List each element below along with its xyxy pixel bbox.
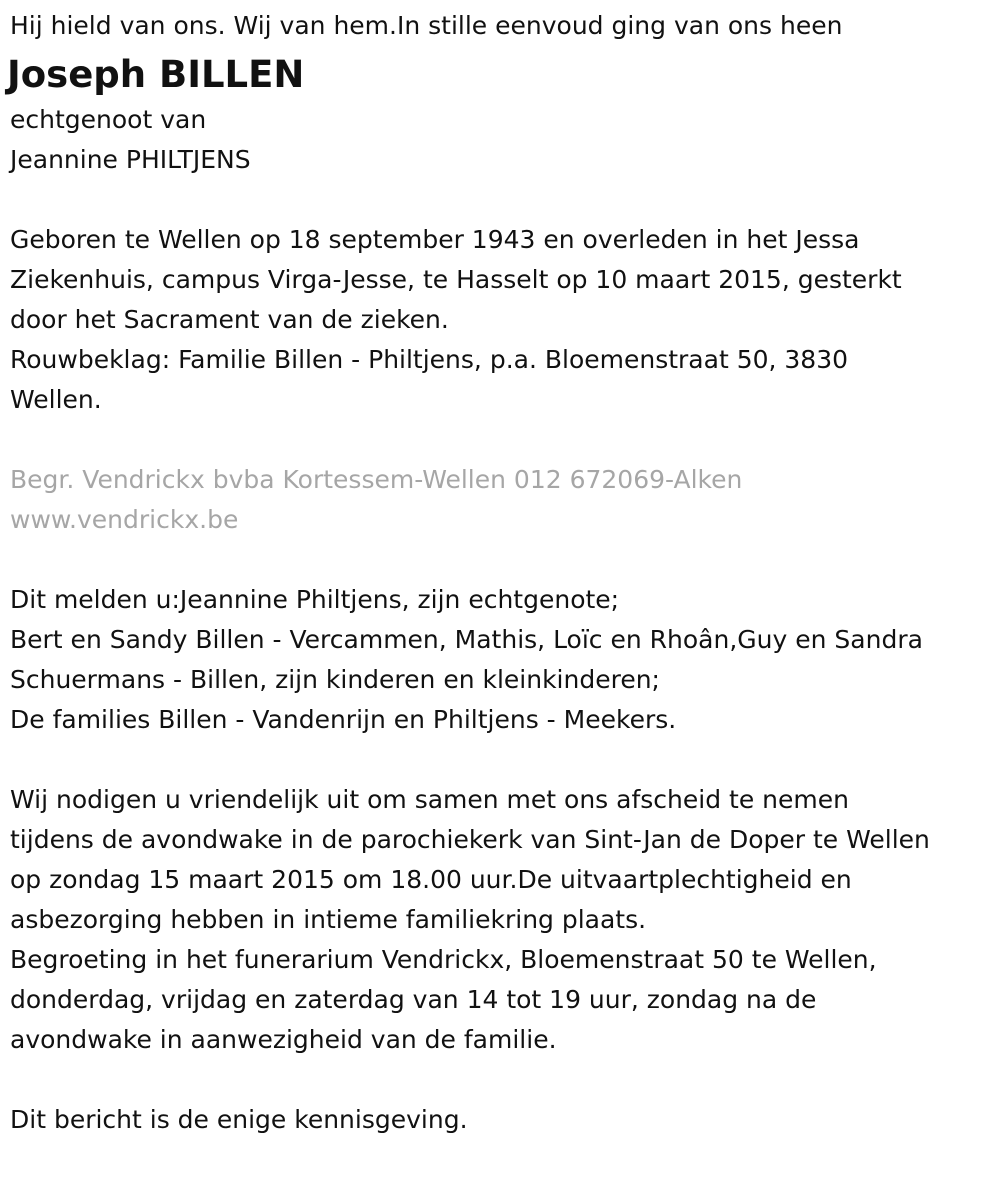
undertaker-website: www.vendrickx.be xyxy=(10,505,239,534)
ceremony-line: asbezorging hebben in intieme familiekring plaats. xyxy=(10,905,647,934)
family-line: Bert en Sandy Billen - Vercammen, Mathis, Loïc en Rhoân,Guy en Sandra xyxy=(10,625,923,654)
birth-death-line: door het Sacrament van de zieken. xyxy=(10,305,449,334)
visitation-line: avondwake in aanwezigheid van de familie. xyxy=(10,1025,557,1054)
birth-death-line: Ziekenhuis, campus Virga-Jesse, te Hasselt op 10 maart 2015, gesterkt xyxy=(10,265,902,294)
condolence-address-line: Rouwbeklag: Familie Billen - Philtjens, p.a. Bloemenstraat 50, 3830 xyxy=(10,345,849,374)
visitation-line: donderdag, vrijdag en zaterdag van 14 tot 19 uur, zondag na de xyxy=(10,985,817,1014)
undertaker-block xyxy=(10,460,990,540)
family-line: De families Billen - Vandenrijn en Philtjens - Meekers. xyxy=(10,705,677,734)
deceased-name: Joseph BILLEN xyxy=(7,53,305,96)
ceremony-line: tijdens de avondwake in de parochiekerk van Sint-Jan de Doper te Wellen xyxy=(10,825,930,854)
spacer xyxy=(10,420,990,460)
condolence-address-line: Wellen. xyxy=(10,385,102,414)
motto: Hij hield van ons. Wij van hem.In stille eenvoud ging van ons heen xyxy=(10,11,843,40)
spacer xyxy=(10,1060,990,1100)
ceremony-block xyxy=(10,780,990,1060)
spouse-block xyxy=(10,100,990,180)
ceremony-line: op zondag 15 maart 2015 om 18.00 uur.De uitvaartplechtigheid en xyxy=(10,865,852,894)
birth-death-block xyxy=(10,220,990,420)
spacer xyxy=(10,540,990,580)
birth-death-line: Geboren te Wellen op 18 september 1943 en overleden in het Jessa xyxy=(10,225,860,254)
spacer xyxy=(10,180,990,220)
visitation-line: Begroeting in het funerarium Vendrickx, Bloemenstraat 50 te Wellen, xyxy=(10,945,877,974)
undertaker-line: Begr. Vendrickx bvba Kortessem-Wellen 012 672069-Alken xyxy=(10,465,743,494)
spouse-line: Jeannine PHILTJENS xyxy=(10,145,251,174)
ceremony-line: Wij nodigen u vriendelijk uit om samen met ons afscheid te nemen xyxy=(10,785,849,814)
spouse-line: echtgenoot van xyxy=(10,105,207,134)
family-block xyxy=(10,580,990,740)
family-line: Schuermans - Billen, zijn kinderen en kleinkinderen; xyxy=(10,665,660,694)
closing-line: Dit bericht is de enige kennisgeving. xyxy=(10,1105,468,1134)
family-line: Dit melden u:Jeannine Philtjens, zijn echtgenote; xyxy=(10,585,620,614)
spacer xyxy=(10,740,990,780)
